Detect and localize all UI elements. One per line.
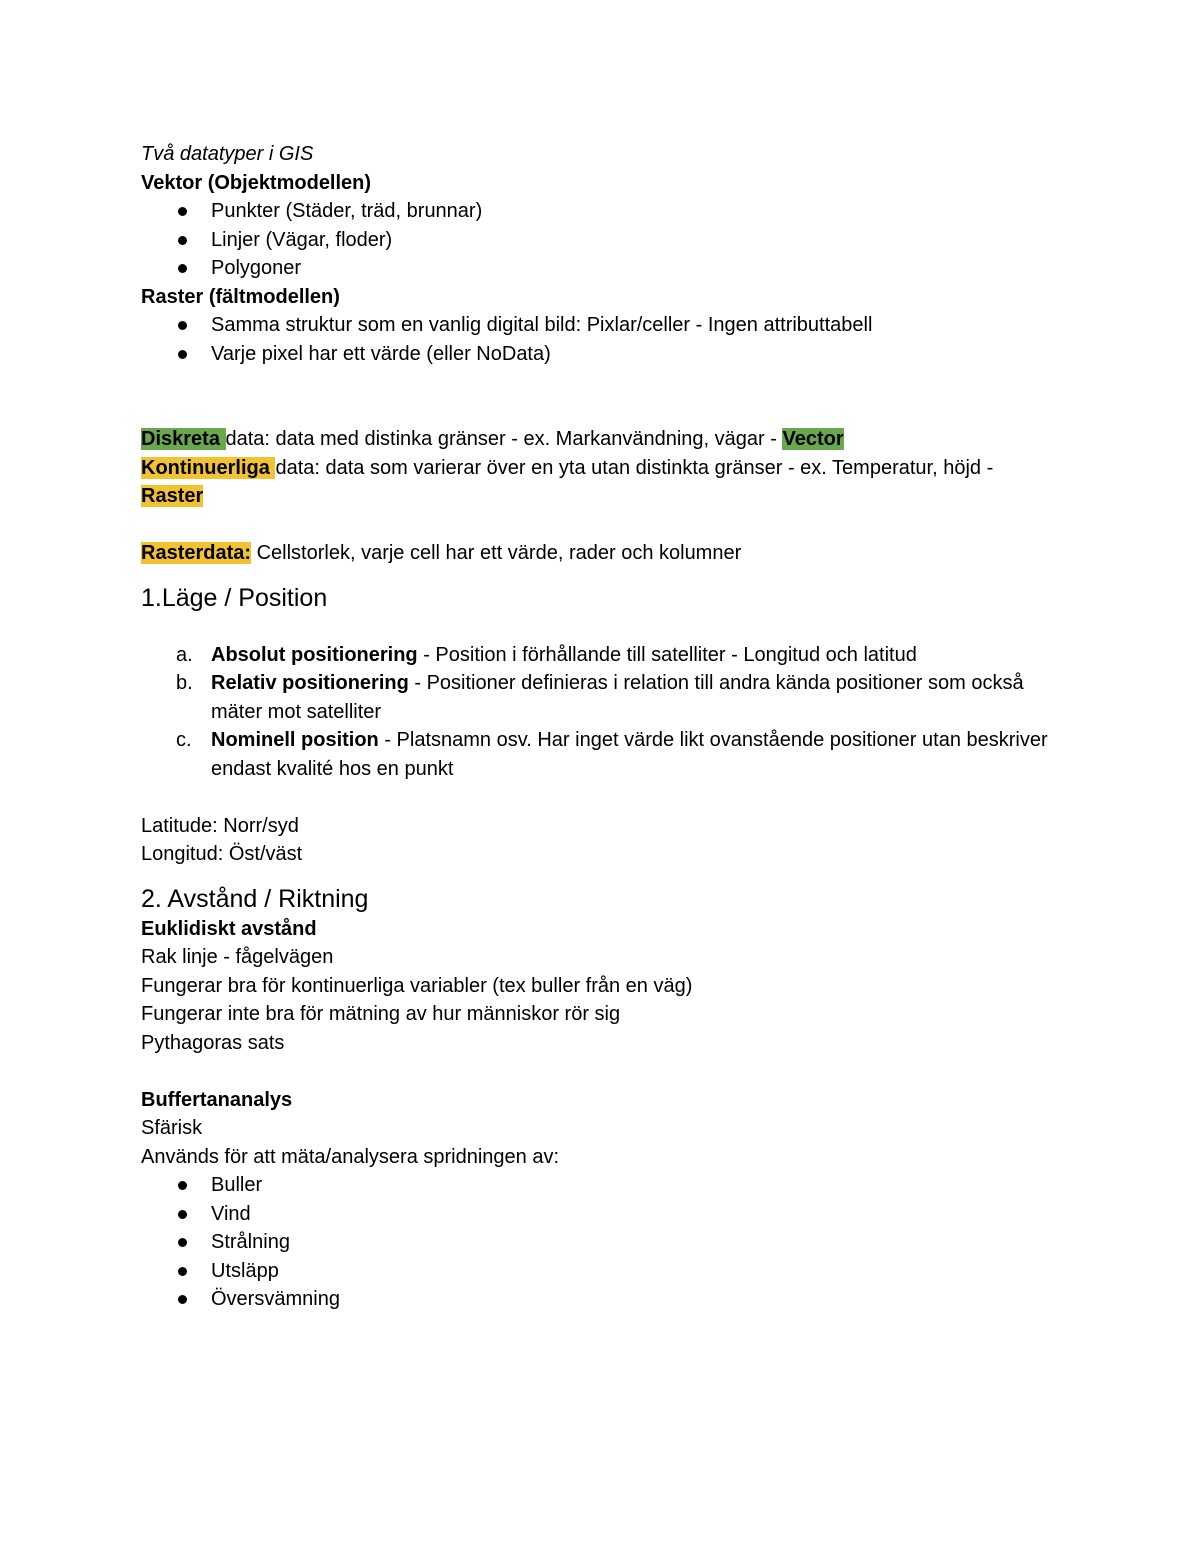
document-page [141,140,1061,1314]
bullet-icon [178,264,187,273]
text-line: Fungerar inte bra för mätning av hur människor rör sig [141,1003,621,1025]
continuous-term: Kontinuerliga [141,456,276,479]
list-item: Punkter (Städer, träd, brunnar) [141,197,1061,226]
text-line: Sfärisk [141,1117,203,1139]
buffer-list [141,1171,1061,1314]
bullet-icon [178,1210,187,1219]
bullet-icon [178,350,187,359]
list-item: Polygoner [141,254,1061,283]
list-item: b. Relativ positionering - Positioner definieras i relation till andra kända positioner som också mäter mot satelliter [176,672,1024,723]
bullet-icon [178,1267,187,1276]
latitude-line: Latitude: Norr/syd [141,814,299,837]
buffer-heading: Buffertananalys [141,1088,293,1111]
bullet-icon [178,321,187,330]
spacer [141,869,1061,883]
continuous-text: data: data som varierar över en yta utan distinkta gränser - ex. Temperatur, höjd - [275,456,994,479]
continuous-line [141,454,1061,511]
list-item: Buller [141,1171,1061,1200]
list-item: a. Absolut positionering - Position i förhållande till satelliter - Longitud och latitud [176,643,917,666]
list-item: Linjer (Vägar, floder) [141,226,1061,255]
text-line: Rak linje - fågelvägen [141,946,334,968]
bullet-icon [178,236,187,245]
raster-tag: Raster [141,485,204,507]
bullet-icon [178,1238,187,1247]
spacer [141,614,1061,641]
list-item: Strålning [141,1228,1061,1257]
raster-heading: Raster (fältmodellen) [141,285,340,308]
list-item: c. Nominell position - Platsnamn osv. Har inget värde likt ovanstående positioner utan beskriver endast kvalité hos en punkt [176,729,1048,780]
spacer [141,568,1061,582]
list-item: Utsläpp [141,1257,1061,1286]
rasterdata-term: Rasterdata: [141,542,252,564]
bullet-icon [178,1295,187,1304]
text-line: Pythagoras sats [141,1031,285,1054]
list-item: Vind [141,1200,1061,1229]
section1-heading: 1.Läge / Position [141,583,328,612]
list-item: Samma struktur som en vanlig digital bild: Pixlar/celler - Ingen attributtabell [141,311,1061,340]
vector-heading: Vektor (Objektmodellen) [141,171,372,194]
spacer [141,1057,1061,1086]
vector-tag: Vector [782,428,844,450]
spacer [141,368,1061,425]
list-item: Översvämning [141,1285,1061,1314]
bullet-icon [178,1181,187,1190]
raster-list [141,311,1061,368]
longitude-line: Longitud: Öst/väst [141,843,303,865]
bullet-icon [178,207,187,216]
text-line: Används för att mäta/analysera spridningen av: [141,1145,560,1168]
spacer [141,783,1061,812]
text-line: Fungerar bra för kontinuerliga variabler (tex buller från en väg) [141,974,693,997]
vector-list [141,197,1061,283]
euclid-heading: Euklidiskt avstånd [141,917,317,940]
discrete-text: data: data med distinka gränser - ex. Markanvändning, vägar - [225,428,783,450]
section2-heading: 2. Avstånd / Riktning [141,884,369,913]
list-item: Varje pixel har ett värde (eller NoData) [141,340,1061,369]
position-list [141,641,1061,784]
intro-title: Två datatyper i GIS [141,143,314,165]
spacer [141,511,1061,540]
discrete-term: Diskreta [141,428,226,450]
discrete-line [141,425,1061,454]
rasterdata-text: Cellstorlek, varje cell har ett värde, rader och kolumner [251,542,742,564]
rasterdata-line [141,539,1061,568]
